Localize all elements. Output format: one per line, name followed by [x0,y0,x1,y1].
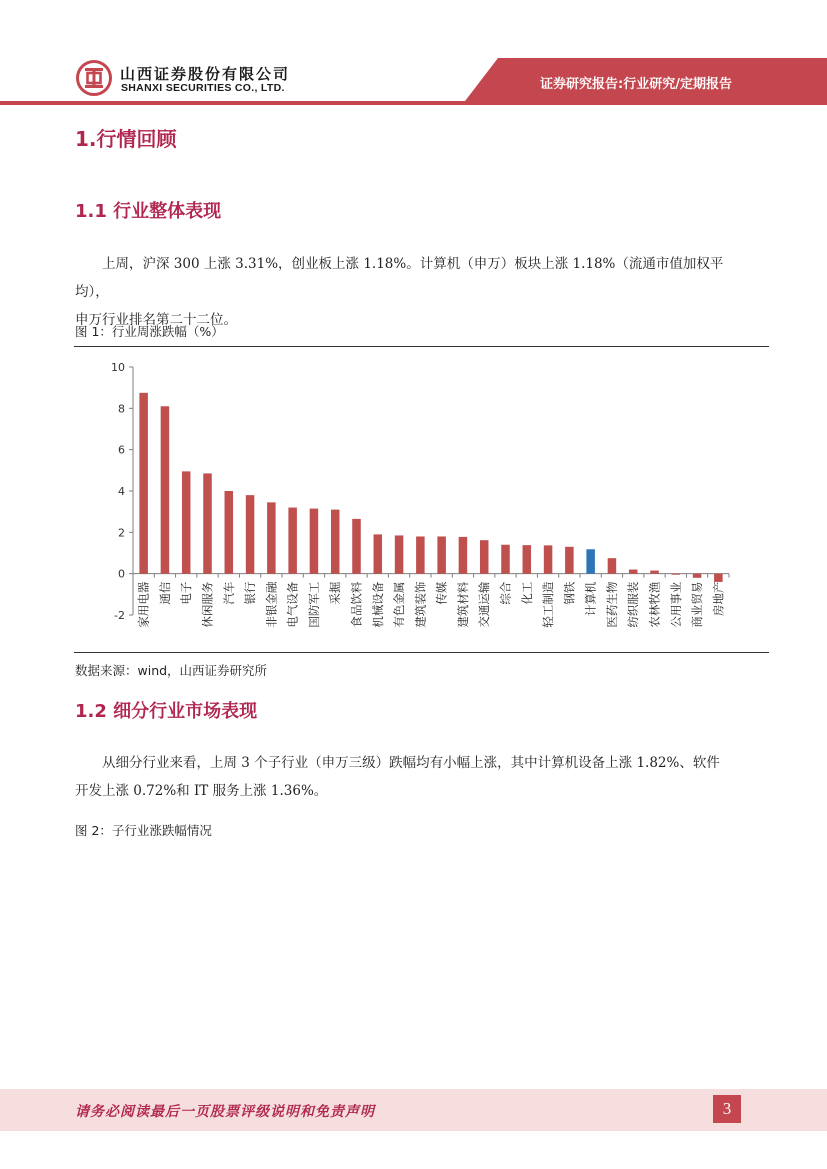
bar [288,508,297,574]
bar [310,509,319,574]
bar [246,495,255,574]
x-tick-label: 建筑材料 [455,581,470,628]
x-tick-label: 公用事业 [668,581,683,628]
bar [267,502,276,573]
bar [182,471,191,573]
y-tick-label: 4 [118,485,125,498]
bar [650,571,659,574]
figure-top-rule [74,346,769,347]
bar [395,535,404,573]
bar [331,510,340,574]
figure-source: 数据来源：wind，山西证券研究所 [75,663,268,678]
paragraph-line: 上周，沪深 300 上涨 3.31%，创业板上涨 1.18%。计算机（申万）板块上涨 1.18%（流通市值加权平均）， [75,256,724,300]
x-tick-label: 通信 [157,581,172,605]
x-tick-label: 汽车 [221,581,236,605]
bar [672,574,681,575]
figure-bottom-rule [74,652,769,653]
bar [629,570,638,574]
x-tick-label: 非银金融 [264,581,279,628]
x-tick-label: 综合 [498,581,513,605]
bar [523,545,532,574]
x-tick-label: 有色金属 [392,581,407,628]
x-tick-label: 医药生物 [604,581,619,628]
report-type-label: 证券研究报告:行业研究/定期报告 [540,77,732,92]
x-tick-label: 食品饮料 [349,581,364,628]
bar [501,545,510,574]
subsection-title-sub-industry: 1.2 细分行业市场表现 [75,701,258,722]
x-tick-label: 计算机 [583,581,598,617]
y-tick-label: 0 [118,567,125,581]
paragraph-line: 从细分行业来看，上周 3 个子行业（申万三级）跌幅均有小幅上涨，其中计算机设备上涨 1.82%、软件 [102,755,720,771]
bar [693,574,702,578]
x-tick-label: 交通运输 [477,581,492,628]
x-tick-label: 化工 [519,581,534,605]
x-tick-label: 家用电器 [136,581,151,628]
bar [352,519,361,574]
y-tick-label: 6 [118,443,125,457]
x-tick-label: 传媒 [434,581,449,605]
y-tick-label: -2 [114,609,125,622]
section-title: 1.行情回顾 [75,127,177,151]
x-tick-label: 农林牧渔 [647,581,662,628]
subsection-title-overall: 1.1 行业整体表现 [75,201,222,222]
page-number: 3 [713,1095,741,1123]
x-tick-label: 机械设备 [370,581,385,628]
footer-disclaimer: 请务必阅读最后一页股票评级说明和免责声明 [75,1104,375,1120]
bar [161,406,170,573]
company-name-en: SHANXI SECURITIES CO., LTD. [121,82,285,94]
company-logo-icon [76,60,112,96]
y-tick-label: 8 [118,402,125,416]
bar [565,547,574,574]
x-tick-label: 纺织服装 [626,581,641,628]
y-tick-label: 2 [118,526,125,540]
bar [416,536,425,573]
bar [544,545,553,573]
bar [139,393,148,574]
company-name-cn: 山西证券股份有限公司 [120,65,291,83]
paragraph-line: 开发上涨 0.72%和 IT 服务上涨 1.36%。 [75,783,328,799]
bar [437,536,446,573]
bar [374,534,383,573]
bar [203,473,212,573]
x-tick-label: 国防军工 [306,581,321,628]
x-tick-label: 休闲服务 [200,581,215,628]
bar [586,549,595,573]
x-tick-label: 电气设备 [285,581,300,628]
bar [225,491,234,574]
sub-industry-paragraph [75,749,755,805]
bar [608,558,617,574]
bar-series [139,393,722,582]
x-tick-label: 银行 [243,581,258,605]
bar [714,574,723,582]
paragraph-line: 申万行业排名第二十二位。 [75,312,237,328]
figure-1-caption: 图 1：行业周涨跌幅（%） [75,324,224,339]
x-axis-labels [137,581,726,627]
x-tick-label: 房地产 [711,581,726,617]
x-tick-label: 建筑装饰 [413,581,428,628]
x-tick-label: 轻工制造 [541,581,556,628]
industry-weekly-change-chart [74,350,769,650]
x-tick-label: 商业贸易 [690,581,705,628]
x-tick-label: 采掘 [328,581,343,605]
x-tick-label: 钢铁 [562,581,577,605]
bar [480,540,489,573]
figure-2-caption: 图 2：子行业涨跌幅情况 [75,823,212,838]
bar [459,537,468,574]
y-tick-label: 10 [111,361,125,374]
x-tick-label: 电子 [179,581,194,605]
